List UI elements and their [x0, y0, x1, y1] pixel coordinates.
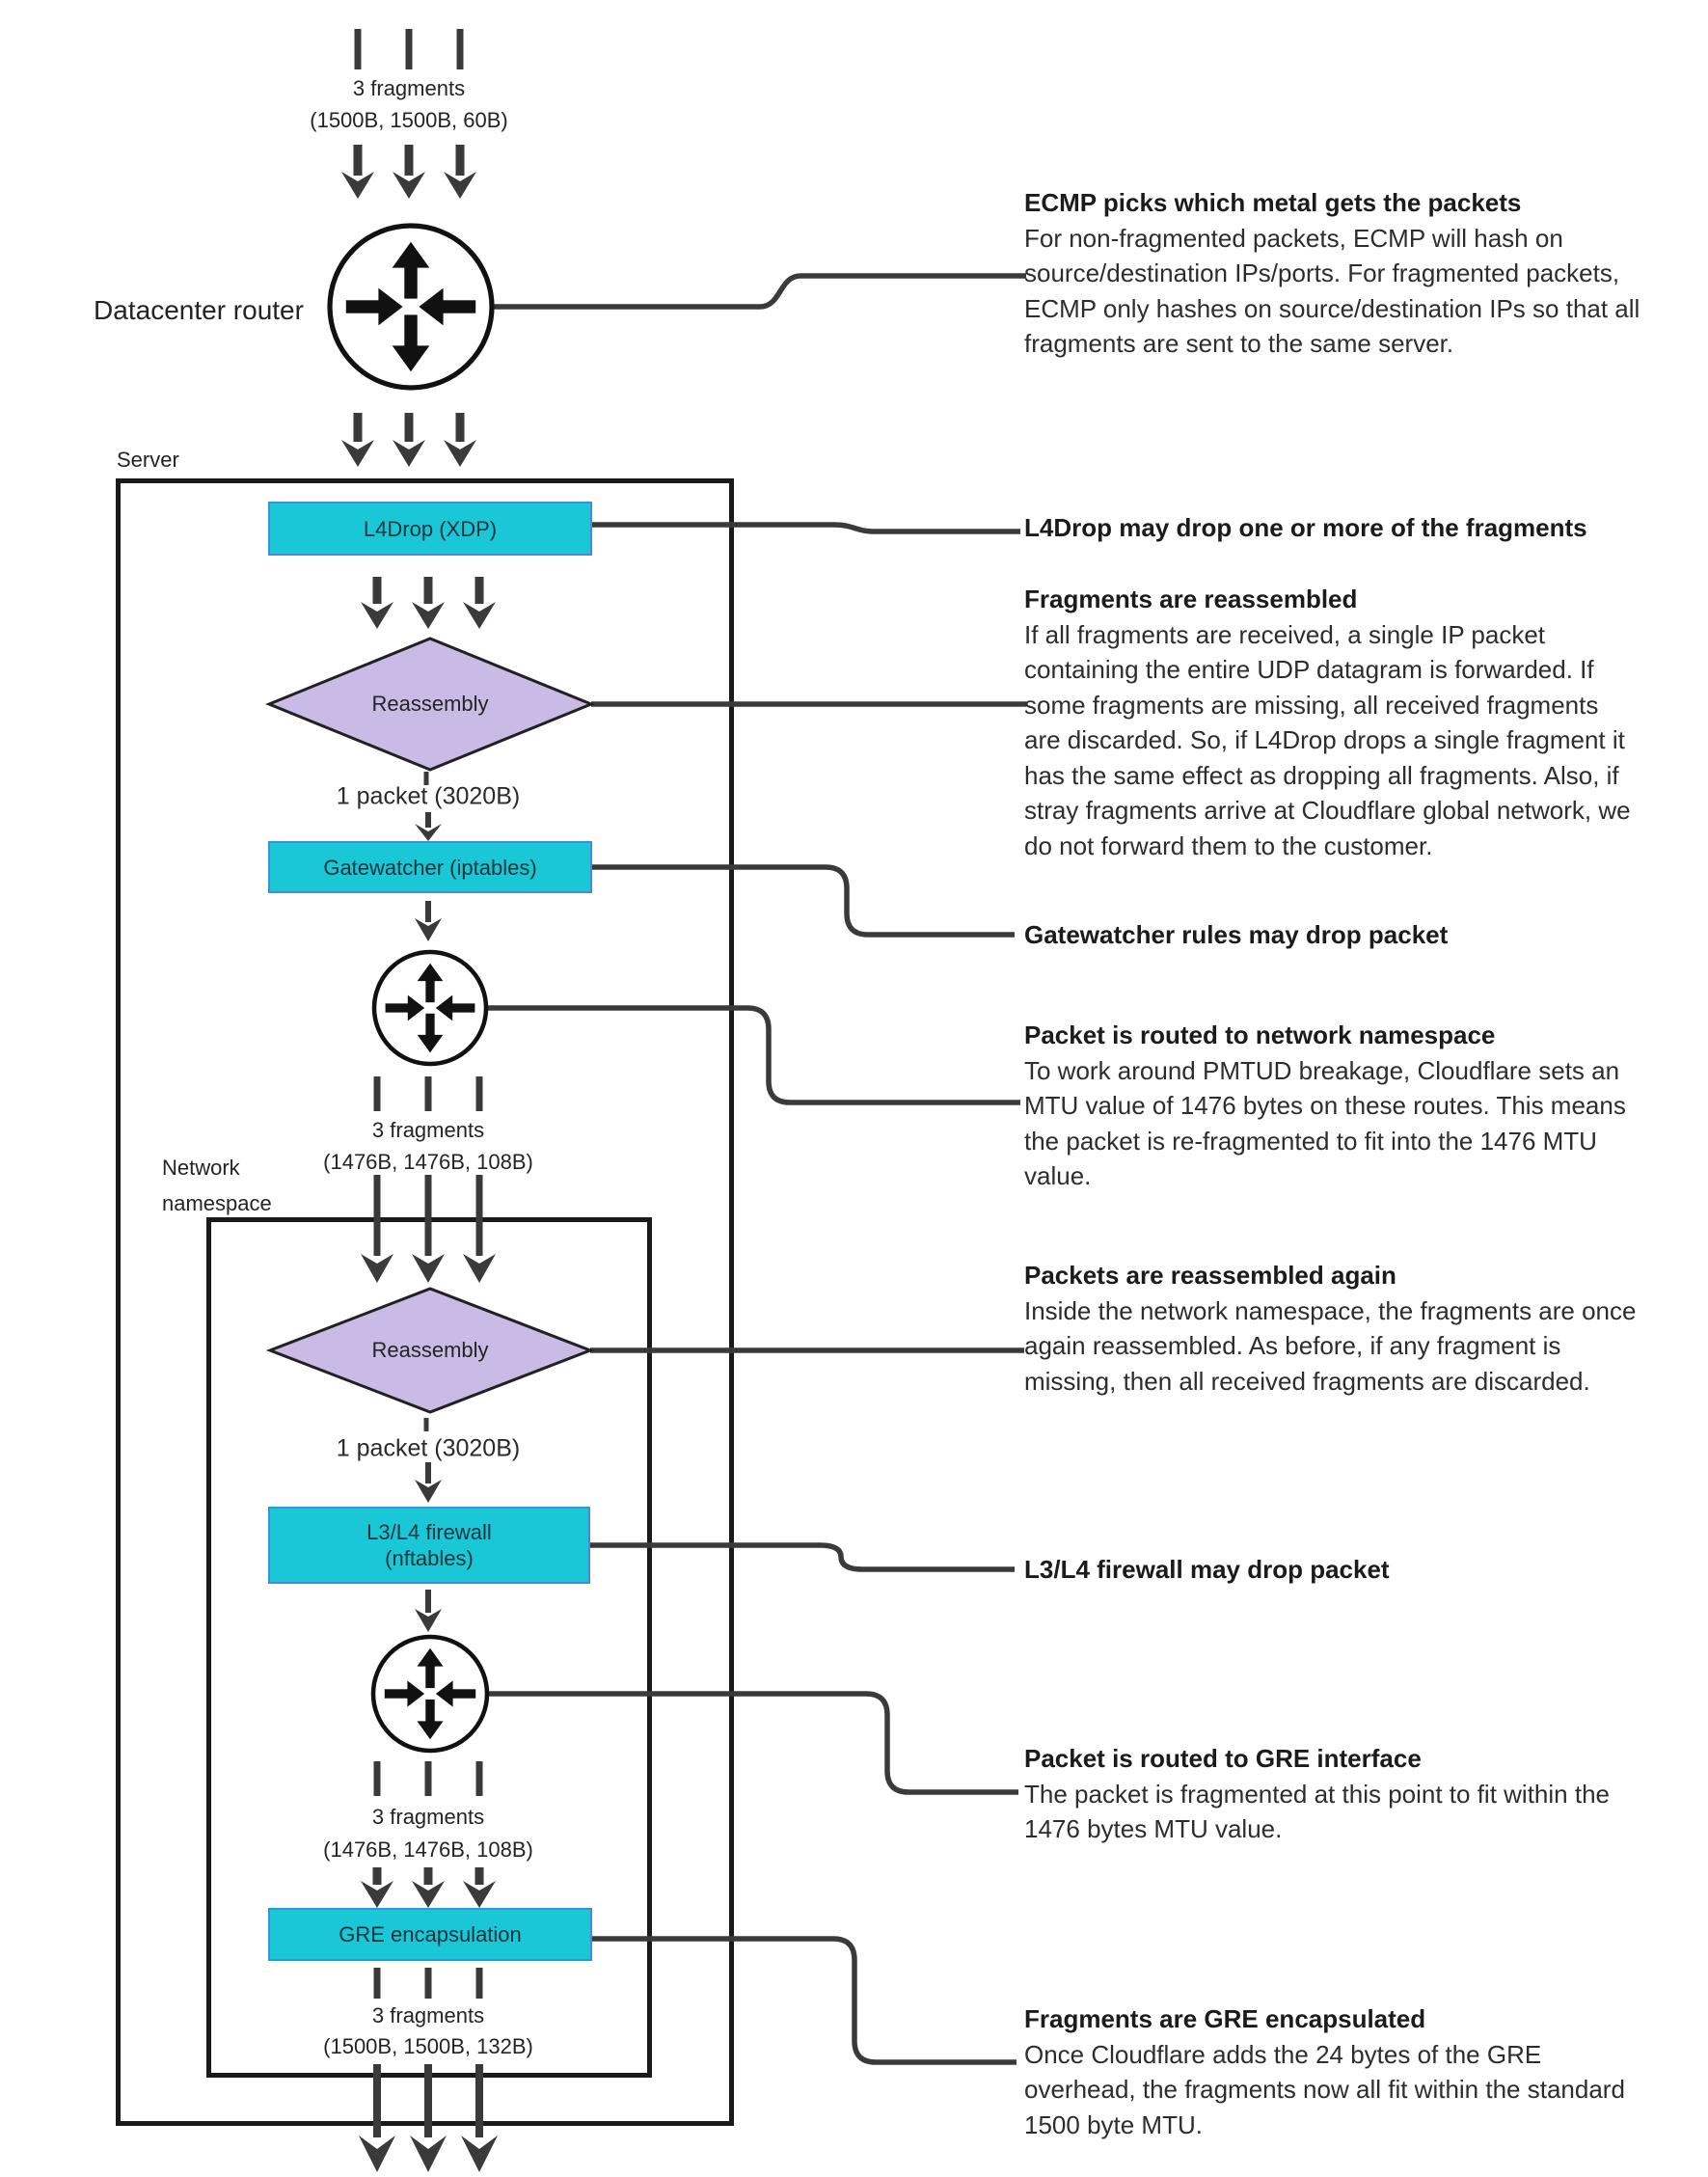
down-arrow-icon: [361, 602, 393, 629]
router-icon: [373, 1637, 487, 1751]
fragment-sizes-1: (1500B, 1500B, 60B): [310, 108, 508, 132]
annotation-gatewatcher: [1024, 917, 1448, 953]
down-arrow-icon-shaft: [373, 577, 382, 604]
connector-line: [590, 1545, 1015, 1569]
fragment-sizes-2: (1476B, 1476B, 108B): [323, 1150, 533, 1174]
fragment-dash: [476, 1761, 483, 1796]
connector-line: [592, 1939, 1017, 2062]
annotation-title: Packet is routed to GRE interface: [1024, 1744, 1422, 1773]
down-arrow-icon: [444, 172, 476, 199]
down-arrow-icon: [361, 1881, 393, 1908]
down-arrow-icon-shaft: [425, 812, 431, 828]
annotation-reassembly: Fragments are reassembled If all fragments are received, a single IP packet containing the entire UDP datagram is forwarded. If some fragments are missing, all received fragments are discarded. So, if L4Drop drops a single fragment it has the same effect as dropping all fragments. Also, if stray fragments arrive at Cloudflare global network, we do not forward them to the customer.: [1024, 582, 1631, 863]
fragment-dash: [374, 1076, 381, 1111]
annotation-title: Gatewatcher rules may drop packet: [1024, 920, 1449, 949]
annotation-l4drop: [1024, 510, 1587, 546]
annotation-title: ECMP picks which metal gets the packets: [1024, 188, 1522, 217]
fragment-dash: [476, 1968, 483, 1999]
down-arrow-icon-shaft: [425, 1462, 431, 1483]
down-arrow-icon: [393, 440, 425, 467]
fragment-dash: [457, 29, 464, 69]
reassembly-1-label: Reassembly: [371, 692, 489, 716]
datacenter-router-label: Datacenter router: [94, 295, 304, 325]
down-arrow-icon-shaft: [354, 413, 363, 442]
down-arrow-icon: [444, 440, 476, 467]
annotation-firewall: [1024, 1552, 1390, 1588]
down-arrow-icon-shaft: [475, 2064, 483, 2137]
fragment-sizes-3: (1476B, 1476B, 108B): [323, 1837, 533, 1862]
fragment-count-1: 3 fragments: [352, 76, 466, 100]
down-arrow-icon-shaft: [373, 2064, 381, 2137]
fragment-sizes-4: (1500B, 1500B, 132B): [323, 2034, 533, 2058]
annotation-title: L3/L4 firewall may drop packet: [1024, 1555, 1390, 1584]
fragment-dash: [425, 1076, 432, 1111]
connector-line: [592, 525, 1020, 531]
down-arrow-icon-shaft: [476, 1175, 483, 1256]
fragment-count-4: 3 fragments: [371, 2003, 485, 2027]
annotation-reassembly-again: Packets are reassembled again Inside the network namespace, the fragments are once again reassembled. As before, if any fragment is missing, then all received fragments are discarded.: [1024, 1258, 1636, 1399]
node-firewall-label-line2: (nftables): [385, 1546, 474, 1570]
fragment-dash: [355, 29, 362, 69]
down-arrow-icon: [463, 1881, 496, 1908]
fragment-dash: [374, 1761, 381, 1796]
packet-label-1: 1 packet (3020B): [336, 782, 521, 810]
down-arrow-icon-shaft: [405, 145, 414, 176]
connector-line: [493, 276, 1026, 307]
down-arrow-icon: [393, 172, 425, 199]
connector-line: [592, 867, 1015, 935]
annotation-title: Fragments are reassembled: [1024, 585, 1358, 613]
network-namespace-label: Network namespace: [162, 1156, 272, 1215]
fragment-dash: [425, 1761, 432, 1796]
annotation-ecmp: ECMP picks which metal gets the packets For non-fragmented packets, ECMP will hash on source/destination IPs/ports. For fragmented packets, ECMP only hashes on source/destination IPs so that all fragments are sent to the same server.: [1024, 185, 1640, 362]
annotation-netns-route: Packet is routed to network namespace To work around PMTUD breakage, Cloudflare sets an MTU value of 1476 bytes on these routes. This means the packet is re-fragmented to fit into the 1476 MTU value.: [1024, 1018, 1626, 1194]
down-arrow-icon-shaft: [425, 1590, 431, 1613]
down-arrow-icon-shaft: [456, 145, 465, 176]
down-arrow-icon-shaft: [456, 413, 465, 442]
down-arrow-icon-shaft: [424, 2064, 432, 2137]
annotation-title: Fragments are GRE encapsulated: [1024, 2004, 1426, 2033]
annotation-title: Packet is routed to network namespace: [1024, 1020, 1496, 1049]
connector-stub: [424, 1418, 429, 1431]
down-arrow-icon-shaft: [425, 1175, 432, 1256]
down-arrow-icon: [361, 1254, 393, 1283]
down-arrow-icon-shaft: [424, 577, 433, 604]
node-firewall-label-line1: L3/L4 firewall: [366, 1520, 492, 1544]
server-label: Server: [117, 448, 179, 472]
down-arrow-icon-shaft: [373, 1867, 382, 1885]
annotation-title: L4Drop may drop one or more of the fragments: [1024, 513, 1587, 542]
down-arrow-icon: [463, 1254, 496, 1283]
fragment-dash: [406, 29, 413, 69]
down-arrow-icon: [341, 440, 374, 467]
down-arrow-icon-shaft: [475, 577, 484, 604]
router-icon: [374, 952, 486, 1064]
down-arrow-icon-shaft: [405, 413, 414, 442]
down-arrow-icon-shaft: [354, 145, 363, 176]
fragment-count-3: 3 fragments: [371, 1805, 485, 1829]
down-arrow-icon: [463, 602, 496, 629]
connector-line: [486, 1008, 1020, 1102]
annotation-gre-encap: Fragments are GRE encapsulated Once Cloudflare adds the 24 bytes of the GRE overhead, the fragments now all fit within the standard 1500 byte MTU.: [1024, 2001, 1625, 2142]
annotation-gre-route: Packet is routed to GRE interface The packet is fragmented at this point to fit within the 1476 bytes MTU value.: [1024, 1741, 1610, 1847]
down-arrow-icon-shaft: [424, 1867, 433, 1885]
down-arrow-icon-shaft: [475, 1867, 484, 1885]
packet-label-2: 1 packet (3020B): [336, 1434, 521, 1462]
down-arrow-icon: [359, 2136, 395, 2172]
node-gatewatcher-label: Gatewatcher (iptables): [323, 855, 537, 880]
down-arrow-icon-shaft: [374, 1175, 381, 1256]
down-arrow-icon: [412, 602, 445, 629]
connector-line: [487, 1694, 1018, 1792]
down-arrow-icon: [412, 1881, 445, 1908]
node-l4drop-label: L4Drop (XDP): [363, 516, 498, 541]
fragment-dash: [374, 1968, 381, 1999]
fragment-count-2: 3 fragments: [371, 1118, 485, 1142]
fragment-dash: [476, 1076, 483, 1111]
down-arrow-icon-shaft: [425, 901, 431, 922]
fragment-dash: [425, 1968, 432, 1999]
down-arrow-icon: [461, 2136, 498, 2172]
router-icon: [330, 226, 492, 388]
annotation-title: Packets are reassembled again: [1024, 1261, 1396, 1290]
down-arrow-icon: [412, 1254, 445, 1283]
down-arrow-icon: [341, 172, 374, 199]
reassembly-2-label: Reassembly: [371, 1338, 489, 1362]
node-gre-encapsulation-label: GRE encapsulation: [339, 1922, 522, 1946]
down-arrow-icon: [410, 2136, 447, 2172]
